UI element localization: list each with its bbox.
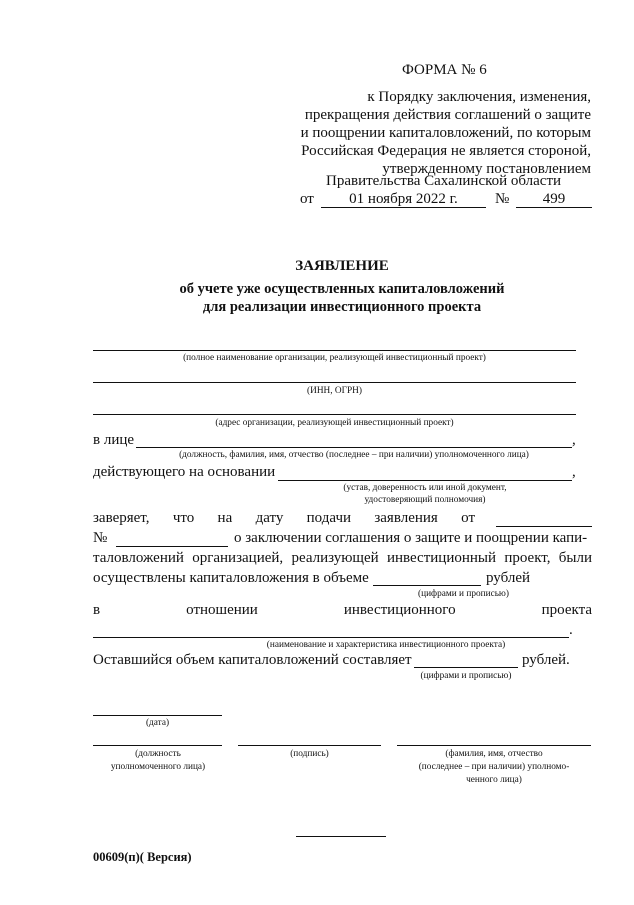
word: подачи [306,510,352,526]
comma: , [572,464,576,480]
fio-field[interactable] [397,745,591,746]
signature-caption: (подпись) [290,749,329,759]
agreement-date-field[interactable] [496,526,592,527]
document-subtitle: для реализации инвестиционного проекта [202,299,482,315]
org-name-caption: (полное наименование организации, реализующей инвестиционный проект) [183,353,486,363]
address-field[interactable] [93,414,576,415]
header-line: Российская Федерация не является стороной, [301,143,591,159]
basis-document-field[interactable] [278,480,572,481]
date-caption: (дата) [145,718,170,728]
position-caption: уполномоченного лица) [110,762,206,772]
rubles-label: рублей [486,570,531,586]
basis-caption: удостоверяющий полномочия) [364,495,486,505]
signature-field[interactable] [238,745,381,746]
decree-number-sign: № [495,191,510,207]
word: на [217,510,233,526]
statement-line-4: осуществлены капиталовложения в объеме [93,570,369,586]
inn-ogrn-caption: (ИНН, ОГРН) [307,386,362,396]
statement-line-1 [93,510,475,527]
project-caption: (наименование и характеристика инвестиционного проекта) [266,640,506,650]
remaining-amount-caption: (цифрами и прописью) [420,671,512,681]
word: от [461,510,475,526]
period: . [569,622,573,638]
agreement-number-sign: № [93,530,108,546]
header-line: Правительства Сахалинской области [326,173,562,189]
fio-caption: (фамилия, имя, отчество [445,749,543,759]
footer-code: 00609(п)( Версия) [93,850,192,864]
position-caption: (должность [135,749,181,759]
form-number: ФОРМА № 6 [402,62,487,78]
agreement-number-field[interactable] [116,546,228,547]
header-line: к Порядку заключения, изменения, [367,89,591,105]
position-field[interactable] [93,745,222,746]
decree-from-label: от [300,191,314,207]
project-description-field[interactable] [93,637,569,638]
representative-field[interactable] [136,447,572,448]
statement-line-2: о заключении соглашения о защите и поощрении капи- [234,530,588,546]
comma: , [572,432,576,448]
decree-number: 499 [542,191,566,207]
acting-basis-label: действующего на основании [93,464,276,480]
document-subtitle: об учете уже осуществленных капиталовложений [179,281,505,297]
remaining-amount-field[interactable] [414,667,518,668]
fio-caption: (последнее – при наличии) уполномо- [418,762,570,772]
org-name-field[interactable] [93,350,576,351]
word: проекта [541,602,592,618]
word: заверяет, [93,510,150,526]
header-line: прекращения действия соглашений о защите [304,107,591,123]
document-title: ЗАЯВЛЕНИЕ [295,258,389,274]
word: отношении [186,602,258,618]
header-line: и поощрении капиталовложений, по которым [300,125,591,141]
separator-line [296,836,386,837]
address-caption: (адрес организации, реализующей инвестиционный проект) [215,418,454,428]
representative-caption: (должность, фамилия, имя, отчество (последнее – при наличии) уполномоченного лица) [179,450,529,460]
remaining-rubles-label: рублей. [522,652,570,668]
amount-caption: (цифрами и прописью) [418,589,509,599]
decree-number-underline [516,207,592,208]
word: в [93,602,101,618]
statement-line-3: таловложений организацией, реализующей инвестиционный проект, были [93,550,592,566]
decree-date: 01 ноября 2022 г. [349,191,458,207]
word: дату [255,510,284,526]
in-person-label: в лице [93,432,135,448]
word: заявления [374,510,438,526]
basis-caption: (устав, доверенность или иной документ, [343,483,507,493]
fio-caption: ченного лица) [466,775,522,785]
statement-line-5 [93,602,592,619]
header-line: утвержденному постановлением [382,161,591,177]
word: что [172,510,195,526]
investment-amount-field[interactable] [373,585,481,586]
inn-ogrn-field[interactable] [93,382,576,383]
decree-date-underline [321,207,486,208]
remaining-volume-label: Оставшийся объем капиталовложений составляет [93,652,412,668]
word: инвестиционного [343,602,456,618]
date-field[interactable] [93,715,222,716]
